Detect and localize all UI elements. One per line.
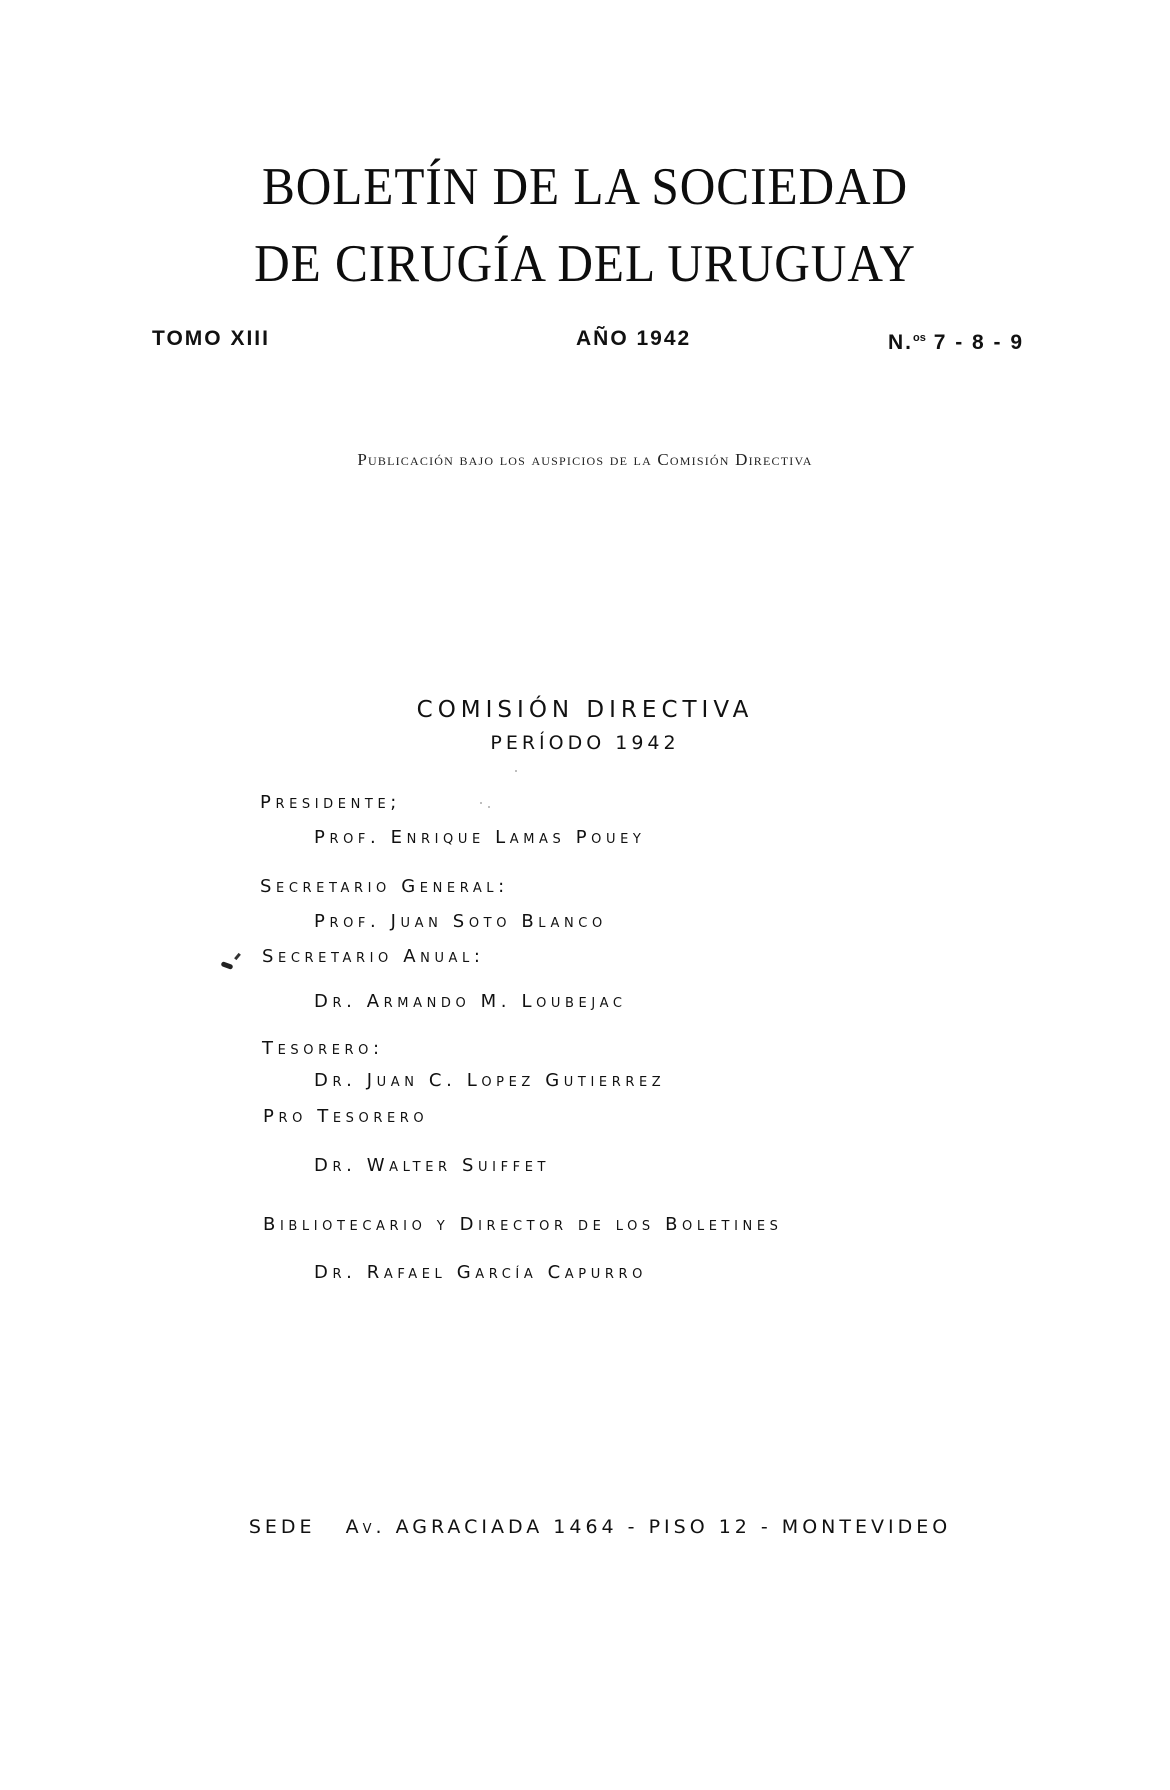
journal-title-line-2: DE CIRUGÍA DEL URUGUAY bbox=[254, 235, 916, 293]
handwritten-mark bbox=[221, 961, 234, 970]
footer-address: SEDE Av. AGRACIADA 1464 - PISO 12 - MONTEVIDEO bbox=[248, 1516, 952, 1538]
name-treasurer: Dr. Juan C. Lopez Gutierrez bbox=[314, 1070, 666, 1091]
name-president: Prof. Enrique Lamas Pouey bbox=[314, 827, 646, 848]
name-librarian-director: Dr. Rafael García Capurro bbox=[314, 1262, 647, 1283]
role-librarian-director: Bibliotecario y Director de los Boletines bbox=[263, 1214, 783, 1235]
year-label: AÑO 1942 bbox=[576, 327, 692, 350]
scan-speck bbox=[480, 802, 482, 804]
board-period: PERÍODO 1942 bbox=[490, 732, 680, 754]
scan-speck bbox=[488, 806, 490, 808]
role-president: Presidente; bbox=[260, 792, 401, 813]
role-general-secretary: Secretario General: bbox=[260, 876, 509, 897]
issue-numbers bbox=[888, 328, 1024, 353]
board-heading: COMISIÓN DIRECTIVA bbox=[416, 697, 754, 723]
issue-numbers-prefix: N. bbox=[888, 331, 913, 354]
scan-speck bbox=[515, 770, 517, 772]
role-annual-secretary: Secretario Anual: bbox=[262, 946, 485, 967]
issue-numbers-superscript: os bbox=[913, 332, 926, 344]
role-treasurer: Tesorero: bbox=[262, 1038, 384, 1059]
journal-title-line-1: BOLETÍN DE LA SOCIEDAD bbox=[261, 158, 909, 216]
name-pro-treasurer: Dr. Walter Suiffet bbox=[314, 1155, 551, 1176]
publication-note: Publicación bajo los auspicios de la Comisión Directiva bbox=[357, 450, 813, 469]
role-pro-treasurer: Pro Tesorero bbox=[263, 1106, 429, 1127]
volume-label: TOMO XIII bbox=[152, 327, 270, 350]
name-annual-secretary: Dr. Armando M. Loubejac bbox=[314, 991, 627, 1012]
handwritten-tick bbox=[234, 953, 241, 960]
name-general-secretary: Prof. Juan Soto Blanco bbox=[314, 911, 607, 932]
issue-numbers-value: 7 - 8 - 9 bbox=[933, 331, 1025, 354]
